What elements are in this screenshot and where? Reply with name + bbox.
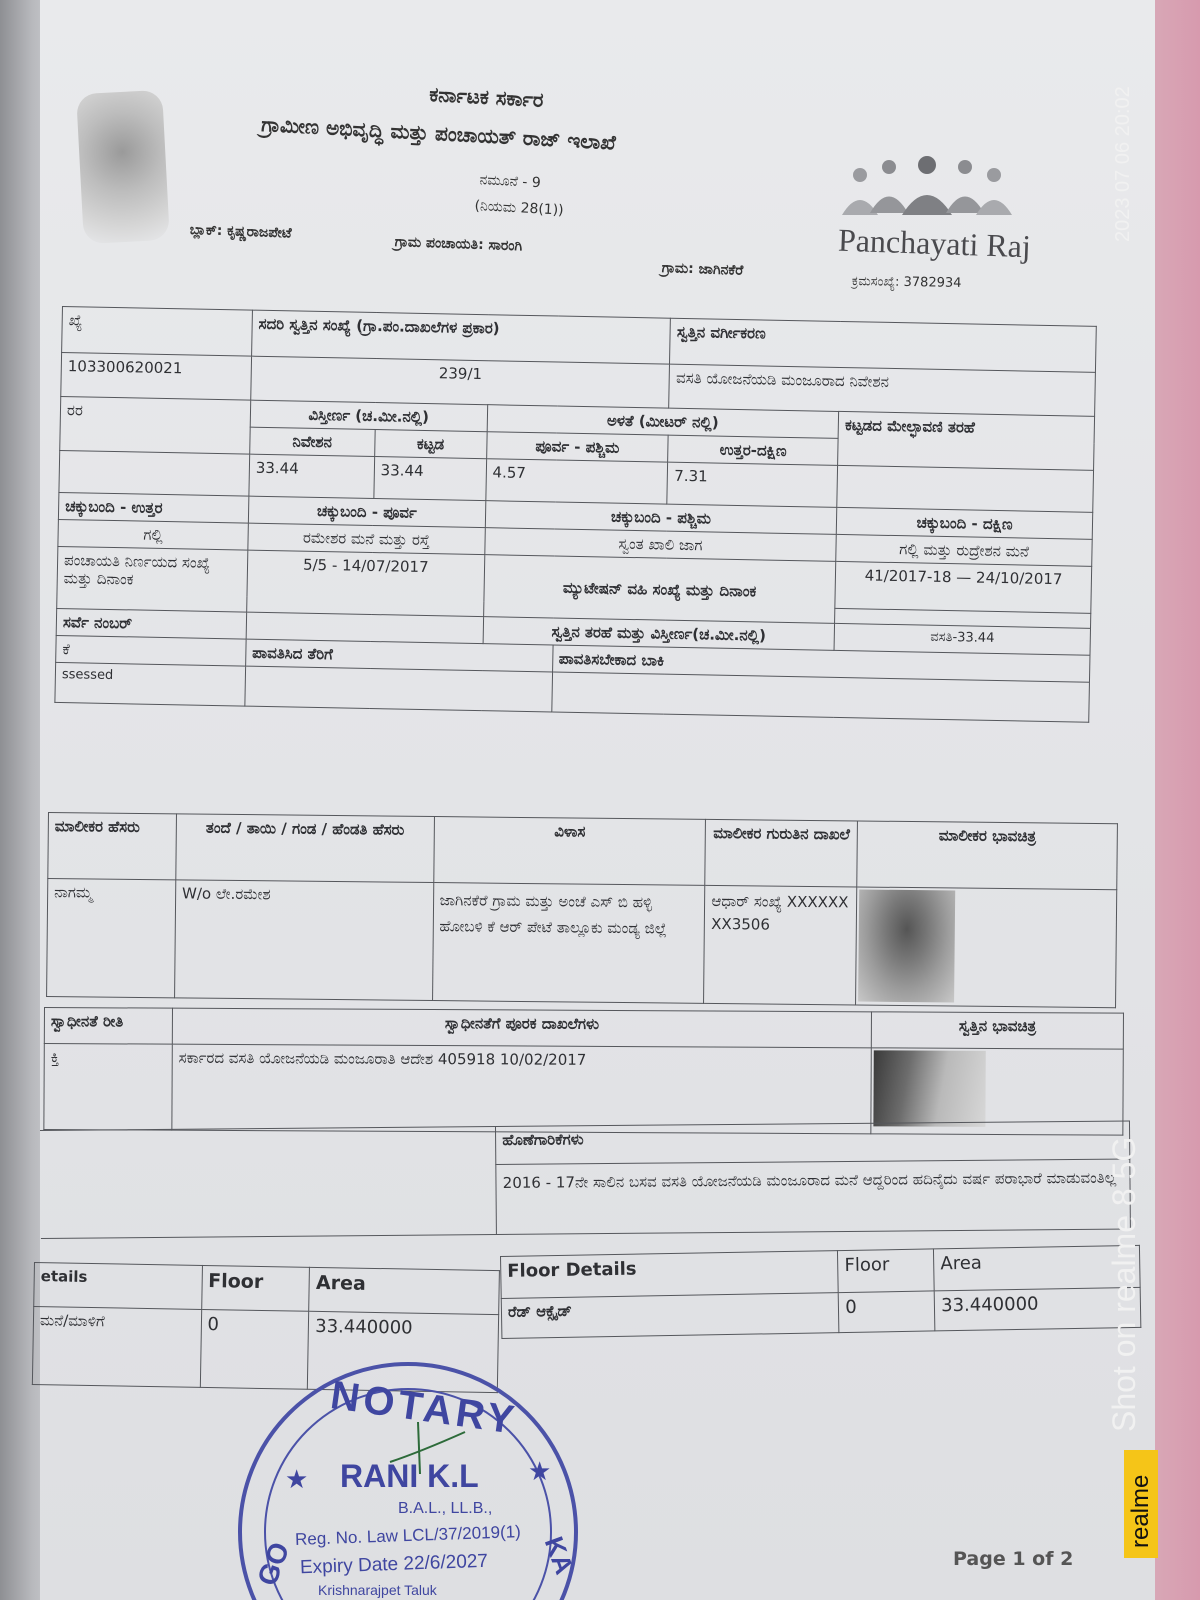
serial-number: ಕ್ರಮಸಂಖ್ಯೆ: 3782934	[851, 274, 962, 291]
village-name: ಗ್ರಾಮ: ಜಾಗಿನಕೆರೆ	[661, 260, 744, 279]
assessed-label-partial: ssessed	[55, 662, 246, 706]
area-label-right: Area	[934, 1245, 1140, 1291]
resolution-value: 5/5 - 14/07/2017	[247, 550, 485, 617]
possession-method-value: ಕ್ತಿ	[44, 1044, 172, 1131]
notary-registration: Reg. No. Law LCL/37/2019(1)	[294, 1522, 522, 1549]
area-label: ವಿಸ್ತೀರ್ಣ (ಚ.ಮೀ.ನಲ್ಲಿ)	[250, 400, 487, 432]
boundary-north-label: ಚಕ್ಕುಬಂದಿ - ಉತ್ತರ	[58, 492, 248, 523]
state-emblem-icon	[76, 90, 170, 244]
owner-id-value: ಆಧಾರ್ ಸಂಖ್ಯೆ XXXXXXXX3506	[704, 885, 857, 1005]
property-type-area-value: ವಸತಿ-33.44	[834, 623, 1090, 655]
sadari-label: ಸದರಿ ಸ್ವತ್ತಿನ ಸಂಖ್ಯೆ (ಗ್ರಾ.ಪಂ.ದಾಖಲೆಗಳ ಪ್ರಕಾರ)	[251, 310, 670, 364]
notary-name: RANI K.L	[340, 1458, 479, 1494]
panchayati-raj-logo-text: Panchayati Raj	[837, 221, 1032, 265]
possession-docs-value: ಸರ್ಕಾರದ ವಸತಿ ಯೋಜನೆಯಡಿ ಮಂಜೂರಾತಿ ಆದೇಶ 405918 10/02/2017	[172, 1044, 872, 1134]
survey-number-label: ಸರ್ವೆ ನಂಬರ್	[56, 608, 246, 639]
floor-label-right: Floor	[838, 1249, 935, 1293]
relation-name-value: W/o ಲೇ.ರಮೇಶ	[174, 880, 433, 1001]
watermark-shot-on: Shot on realme 8 5G	[1106, 1136, 1142, 1432]
floor-row-label-right: ರೆಡ್ ಆಕ್ಸೈಡ್	[501, 1293, 839, 1339]
gov-title: ಕರ್ನಾಟಕ ಸರ್ಕಾರ	[428, 82, 545, 112]
property-id-label: ಖ್ಯೆ	[62, 307, 253, 357]
stamp-arc-right: KA	[538, 1532, 580, 1579]
east-west-value: 4.57	[485, 459, 668, 504]
property-photo-label: ಸ್ವತ್ತಿನ ಭಾವಚಿತ್ರ	[871, 1012, 1123, 1049]
document-header	[0, 0, 1200, 300]
paid-tax-value	[245, 666, 552, 712]
stamp-star-left-icon: ★	[285, 1464, 309, 1494]
address-label: ವಿಳಾಸ	[433, 817, 705, 886]
stamp-arc-left: GO	[251, 1538, 296, 1590]
measure-label: ಅಳತೆ (ಮೀಟರ್ ನಲ್ಲಿ)	[487, 405, 839, 439]
rule-number: (ನಿಯಮ 28(1))	[474, 198, 565, 219]
floor-details-right-table	[500, 1245, 1141, 1339]
possession-method-label: ಸ್ವಾಧೀನತೆ ರೀತಿ	[44, 1008, 172, 1045]
notary-degree: B.A.L., LL.B.,	[398, 1500, 493, 1517]
owner-photo	[858, 890, 955, 1003]
mutation-value: 41/2017-18 — 24/10/2017	[835, 561, 1092, 612]
paid-tax-label: ಪಾವತಿಸಿದ ತೆರಿಗೆ	[245, 639, 552, 672]
roof-type-value	[837, 465, 1094, 512]
floor-value-right: 0	[839, 1291, 936, 1333]
boundary-west-value: ಸ್ವಂತ ಖಾಲಿ ಜಾಗ	[484, 528, 836, 562]
sadari-value: 239/1	[251, 356, 670, 408]
property-details-table	[54, 306, 1096, 723]
panchayati-raj-logo-icon	[832, 155, 1022, 225]
address-value: ಜಾಗಿನಕೆರೆ ಗ್ರಾಮ ಮತ್ತು ಅಂಚೆ ಎಸ್ ಬಿ ಹಳ್ಳಿ ಹೋಬಳಿ ಕೆ ಆರ್ ಪೇಟೆ ತಾಲ್ಲೂಕು ಮಂಡ್ಯ ಜಿಲ್ಲೆ	[432, 883, 705, 1004]
dept-title: ಗ್ರಾಮೀಣ ಅಭಿವೃದ್ಧಿ ಮತ್ತು ಪಂಚಾಯತ್ ರಾಜ್ ಇಲಾಖೆ	[260, 112, 617, 155]
owner-details-table	[46, 812, 1118, 1008]
floor-details-label: Floor Details	[501, 1251, 839, 1299]
relation-name-label: ತಂದೆ / ತಾಯಿ / ಗಂಡ / ಹೆಂಡತಿ ಹೆಸರು	[176, 814, 434, 883]
gram-panchayat-name: ಗ್ರಾಮ ಪಂಚಾಯತಿ: ಸಾರಂಗಿ	[394, 234, 523, 255]
site-label: ನಿವೇಶನ	[250, 427, 375, 456]
notary-place: Krishnarajpet Taluk	[318, 1582, 437, 1598]
floor-label-left: Floor	[201, 1265, 310, 1311]
watermark-timestamp: 2023 07 06 20:02	[1112, 86, 1134, 242]
owner-photo-label: ಮಾಲೀಕರ ಭಾವಚಿತ್ರ	[857, 821, 1117, 890]
possession-docs-label: ಸ್ವಾಧೀನತೆಗೆ ಪೂರಕ ದಾಖಲೆಗಳು	[172, 1008, 871, 1048]
resolution-label: ಪಂಚಾಯತಿ ನಿರ್ಣಯದ ಸಂಖ್ಯೆ ಮತ್ತು ದಿನಾಂಕ	[57, 546, 248, 612]
due-amount-label: ಪಾವತಿಸಬೇಕಾದ ಬಾಕಿ	[552, 645, 1090, 682]
floor-details-label-partial: etails	[34, 1263, 202, 1310]
classification-label: ಸ್ವತ್ತಿನ ವರ್ಗೀಕರಣ	[670, 318, 1096, 372]
site-area-value: 33.44	[249, 454, 375, 498]
boundary-south-value: ಗಲ್ಲಿ ಮತ್ತು ರುದ್ರೇಶನ ಮನೆ	[836, 534, 1092, 566]
mutation-label: ಮ್ಯುಟೇಷನ್ ವಹಿ ಸಂಖ್ಯೆ ಮತ್ತು ದಿನಾಂಕ	[483, 555, 836, 624]
classification-value: ವಸತಿ ಯೋಜನೆಯಡಿ ಮಂಜೂರಾದ ನಿವೇಶನ	[669, 364, 1095, 416]
boundary-west-label: ಚಕ್ಕುಬಂದಿ - ಪಶ್ಚಿಮ	[485, 501, 837, 535]
boundary-east-value: ರಮೇಶರ ಮನೆ ಮತ್ತು ರಸ್ತೆ	[248, 523, 485, 555]
area-value-right: 33.440000	[934, 1287, 1140, 1331]
building-label: ಕಟ್ಟಡ	[374, 430, 486, 459]
liabilities-table	[40, 1120, 1131, 1239]
floor-row-label-left: ಮನೆ/ಮಾಳಿಗೆ	[32, 1307, 201, 1388]
property-id-value: 10330062002​1	[61, 353, 252, 401]
owner-name-label: ಮಾಲೀಕರ ಹೆಸರು	[48, 813, 177, 880]
block-name: ಬ್ಲಾಕ್: ಕೃಷ್ಣರಾಜಪೇಟೆ	[189, 222, 292, 242]
notary-stamp-title: NOTARY	[327, 1373, 521, 1443]
boundary-east-label: ಚಕ್ಕುಬಂದಿ - ಪೂರ್ವ	[248, 496, 485, 528]
boundary-north-value: ಗಲ್ಲಿ	[58, 519, 248, 550]
building-area-value: 33.44	[374, 457, 487, 501]
north-south-label: ಉತ್ತರ-ದಕ್ಷಿಣ	[668, 435, 838, 465]
notary-signature	[380, 1412, 470, 1482]
form-number: ನಮೂನೆ - 9	[479, 172, 542, 192]
stamp-star-right-icon: ★	[528, 1456, 552, 1486]
liabilities-value: 2016 - 17ನೇ ಸಾಲಿನ ಬಸವ ವಸತಿ ಯೋಜನೆಯಡಿ ಮಂಜೂರಾದ ಮನೆ ಆದ್ದರಿಂದ ಹದಿನೈದು ವರ್ಷ ಪರಾಭಾರೆ ಮಾಡುವಂತಿಲ್ಲ	[496, 1159, 1130, 1235]
area-value-left: 33.440000	[308, 1311, 499, 1392]
tax-label-partial: ಕೆ	[56, 635, 246, 666]
liabilities-label: ಹೊಣೆಗಾರಿಕೆಗಳು	[496, 1121, 1130, 1165]
east-west-label: ಪೂರ್ವ - ಪಶ್ಚಿಮ	[486, 432, 668, 462]
north-south-value: 7.31	[667, 462, 838, 507]
possession-table	[43, 1007, 1124, 1136]
notary-expiry: Expiry Date 22/6/2027	[299, 1550, 489, 1579]
watermark-brand: realme	[1127, 1474, 1154, 1548]
owner-name-value: ನಾಗಮ್ಮ	[47, 879, 176, 998]
area-label-left: Area	[309, 1267, 499, 1314]
roof-type-label: ಕಟ್ಟಡದ ಮೇಲ್ಛಾವಣಿ ತರಹೆ	[838, 411, 1095, 470]
boundary-south-label: ಚಕ್ಕುಬಂದಿ - ದಕ್ಷಿಣ	[836, 507, 1092, 539]
property-type-area-label: ಸ್ವತ್ತಿನ ತರಹೆ ಮತ್ತು ವಿಸ್ತೀರ್ಣ(ಚ.ಮೀ.ನಲ್ಲಿ)	[483, 617, 835, 651]
page-number: Page 1 of 2	[953, 1548, 1074, 1570]
owner-partial-label: ರರ	[60, 396, 251, 454]
floor-value-left: 0	[200, 1309, 309, 1389]
property-photo	[874, 1050, 986, 1127]
owner-id-label: ಮಾಲೀಕರ ಗುರುತಿನ ದಾಖಲೆ	[705, 819, 858, 887]
